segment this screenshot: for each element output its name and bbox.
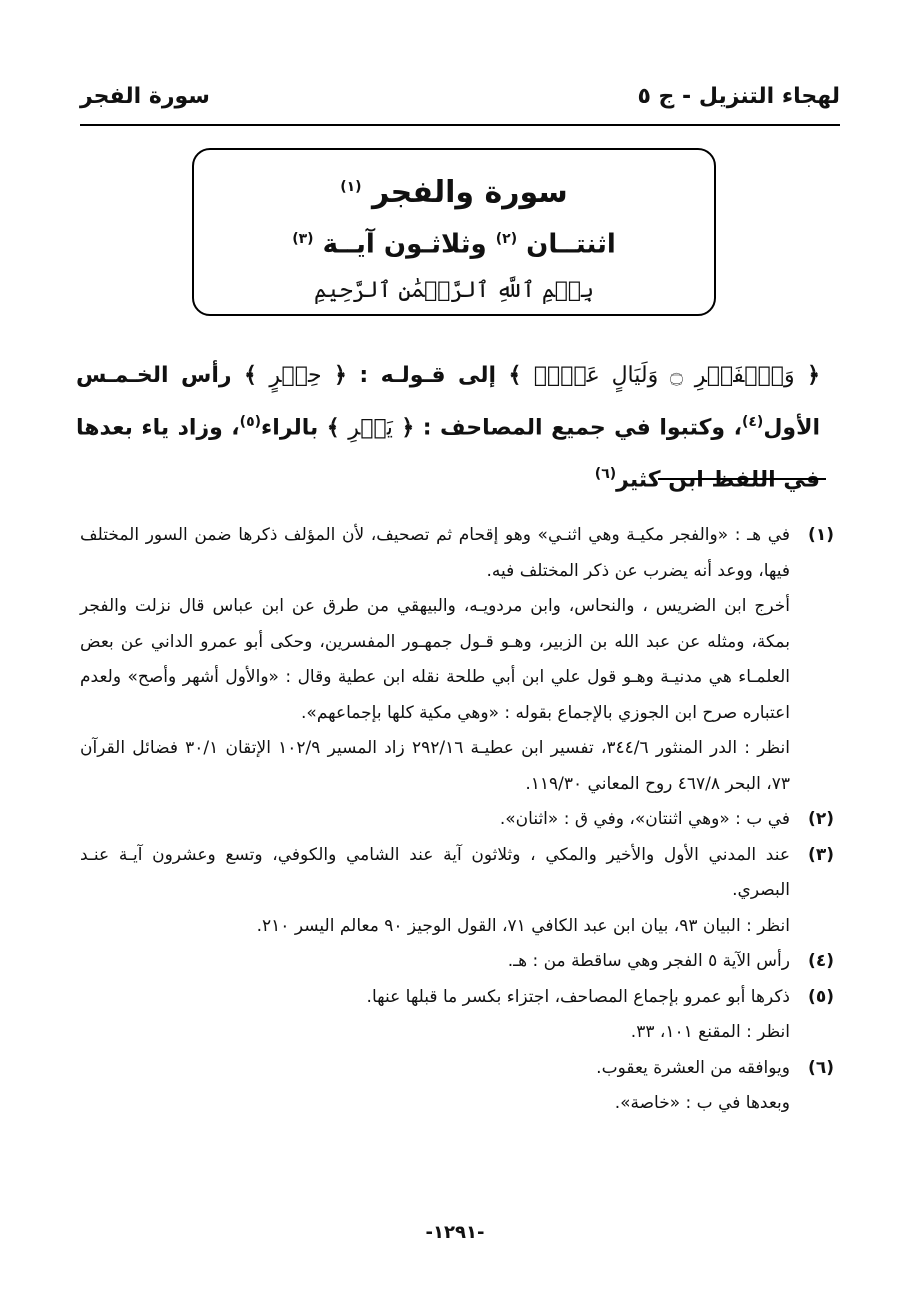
footnote-1 [80, 518, 834, 802]
footnote-body [80, 802, 790, 838]
ornate-bracket-open: ﴿ [807, 362, 820, 388]
footnote-separator [658, 478, 826, 480]
footnote-4 [80, 944, 834, 980]
footnote-5 [80, 980, 834, 1051]
main-text-1: إلى قـولـه : [359, 363, 497, 388]
quran-quote-2: حِجۡرٍ [269, 363, 322, 388]
basmala: بِسۡمِ ٱللَّهِ ٱلرَّحۡمَٰنِ ٱلرَّحِيمِ [313, 277, 595, 303]
footnote-body [80, 518, 790, 802]
main-text-4: بالراء [261, 415, 319, 441]
main-text-3: وكتبوا في جميع المصاحف : [422, 415, 726, 441]
footnote-number: (٢) [808, 809, 834, 829]
count-word-1: اثنتــان [526, 229, 616, 260]
ornate-bracket-close: ﴾ [508, 362, 522, 388]
footnote-number: (٣) [808, 844, 834, 865]
main-text-5: ، وزاد ياء بعدها في اللفظ ابن كثير [76, 415, 820, 493]
footnote-ref-1: (١) [340, 179, 362, 195]
ornate-bracket-open: ﴿ [334, 362, 347, 388]
page-header [80, 84, 840, 126]
footnote-paragraph: وبعدها في ب : «خاصة». [614, 1093, 790, 1113]
footnote-ref-2: (٢) [495, 231, 518, 247]
footnote-body [80, 1051, 790, 1122]
footnote-ref-5: (٥) [239, 414, 262, 430]
ornate-bracket-close: ﴾ [326, 414, 340, 441]
footnote-paragraph: انظر : الدر المنثور ٣٤٤/٦، تفسير ابن عطيـة ٢٩٢/١٦ زاد المسير ١٠٢/٩ الإتقان ٣٠/١ فضائل القرآن ٧٣، البحر ٤٦٧/٨ روح المعاني ١١٩/٣٠. [80, 738, 791, 794]
footnote-paragraph: أخرج ابن الضريس ، والنحاس، وابن مردويـه، والبيهقي من طرق عن ابن عباس قال نزلت والفجر بمكة، ومثله عن عبد الله بن الزبير، وهـو قـول جمهـور المفسرين، وحكى أبو عمرو الداني عن بعض العلمـاء هي مدنيـة وهـو قول علي ابن أبي طلحة نقله ابن عطية وقال : «والأول أشهر وأصح» ولعدم اعتباره صرح ابن الجوزي بالإجماع بقوله : «وهي مكية كلها بإجماعهم». [80, 596, 790, 723]
footnote-paragraph: عند المدني الأول والأخير والمكي ، وثلاثون آية عند الشامي والكوفي، وتسع وعشرون آيـة عنـد البصري. [80, 844, 790, 900]
surah-name [194, 168, 714, 212]
footnote-ref-4: (٤) [741, 414, 764, 430]
main-text-2: رأس الخـمـس الأول [76, 363, 820, 441]
footnote-2 [80, 802, 834, 838]
footnote-paragraph: في ب : «وهي اثنتان»، وفي ق : «اثنان». [499, 809, 790, 829]
surah-name-text: سورة والفجر [372, 175, 568, 210]
footnote-6 [80, 1051, 834, 1122]
footnote-number: (٦) [808, 1057, 834, 1078]
count-word-2: وثلاثـون آيــة [322, 229, 487, 260]
footnote-paragraph: انظر : المقنع ١٠١، ٣٣. [630, 1022, 790, 1042]
footnote-3 [80, 838, 834, 945]
page-number: -١٢٩١- [425, 1222, 485, 1243]
footnote-body [80, 838, 790, 945]
footnote-number: (١) [808, 525, 834, 545]
running-surah-title: سورة الفجر [80, 84, 210, 109]
main-comma: ، [733, 415, 742, 441]
footnote-ref-3: (٣) [292, 231, 314, 247]
surah-title-box [192, 148, 716, 316]
footnotes [80, 518, 834, 1122]
ornate-bracket-open: ﴿ [401, 414, 415, 441]
footnote-paragraph: ذكرها أبو عمرو بإجماع المصاحف، اجتزاء بكسر ما قبلها عنها. [366, 986, 790, 1007]
quran-quote-1: وَٱلۡفَجۡرِ ۝ وَلَيَالٍ عَشۡرٖ [533, 363, 795, 388]
book-title: لهجاء التنزيل - ج ٥ [637, 84, 840, 109]
footnote-body [80, 980, 790, 1051]
footnote-number: (٤) [808, 951, 834, 971]
footnote-paragraph: رأس الآية ٥ الفجر وهي ساقطة من : هـ. [507, 951, 790, 971]
main-paragraph [76, 352, 820, 504]
footnote-paragraph: انظر : البيان ٩٣، بيان ابن عبد الكافي ٧١، القول الوجيز ٩٠ معالم اليسر ٢١٠. [256, 915, 790, 936]
footnote-number: (٥) [808, 986, 834, 1007]
ornate-bracket-close: ﴾ [244, 362, 257, 388]
footnote-ref-6: (٦) [594, 466, 617, 483]
footnote-paragraph: في هـ : «والفجر مكيـة وهي اثنـي» وهو إقحام ثم تصحيف، لأن المؤلف ذكرها ضمن السور المختلف فيها، ووعد أنه يضرب عن ذكر المختلف فيه. [80, 525, 790, 581]
quran-quote-3: يَسۡرِ [348, 415, 393, 441]
footnote-body [80, 944, 790, 980]
verse-count [194, 222, 714, 262]
footnote-paragraph: ويوافقه من العشرة يعقوب. [596, 1057, 790, 1078]
